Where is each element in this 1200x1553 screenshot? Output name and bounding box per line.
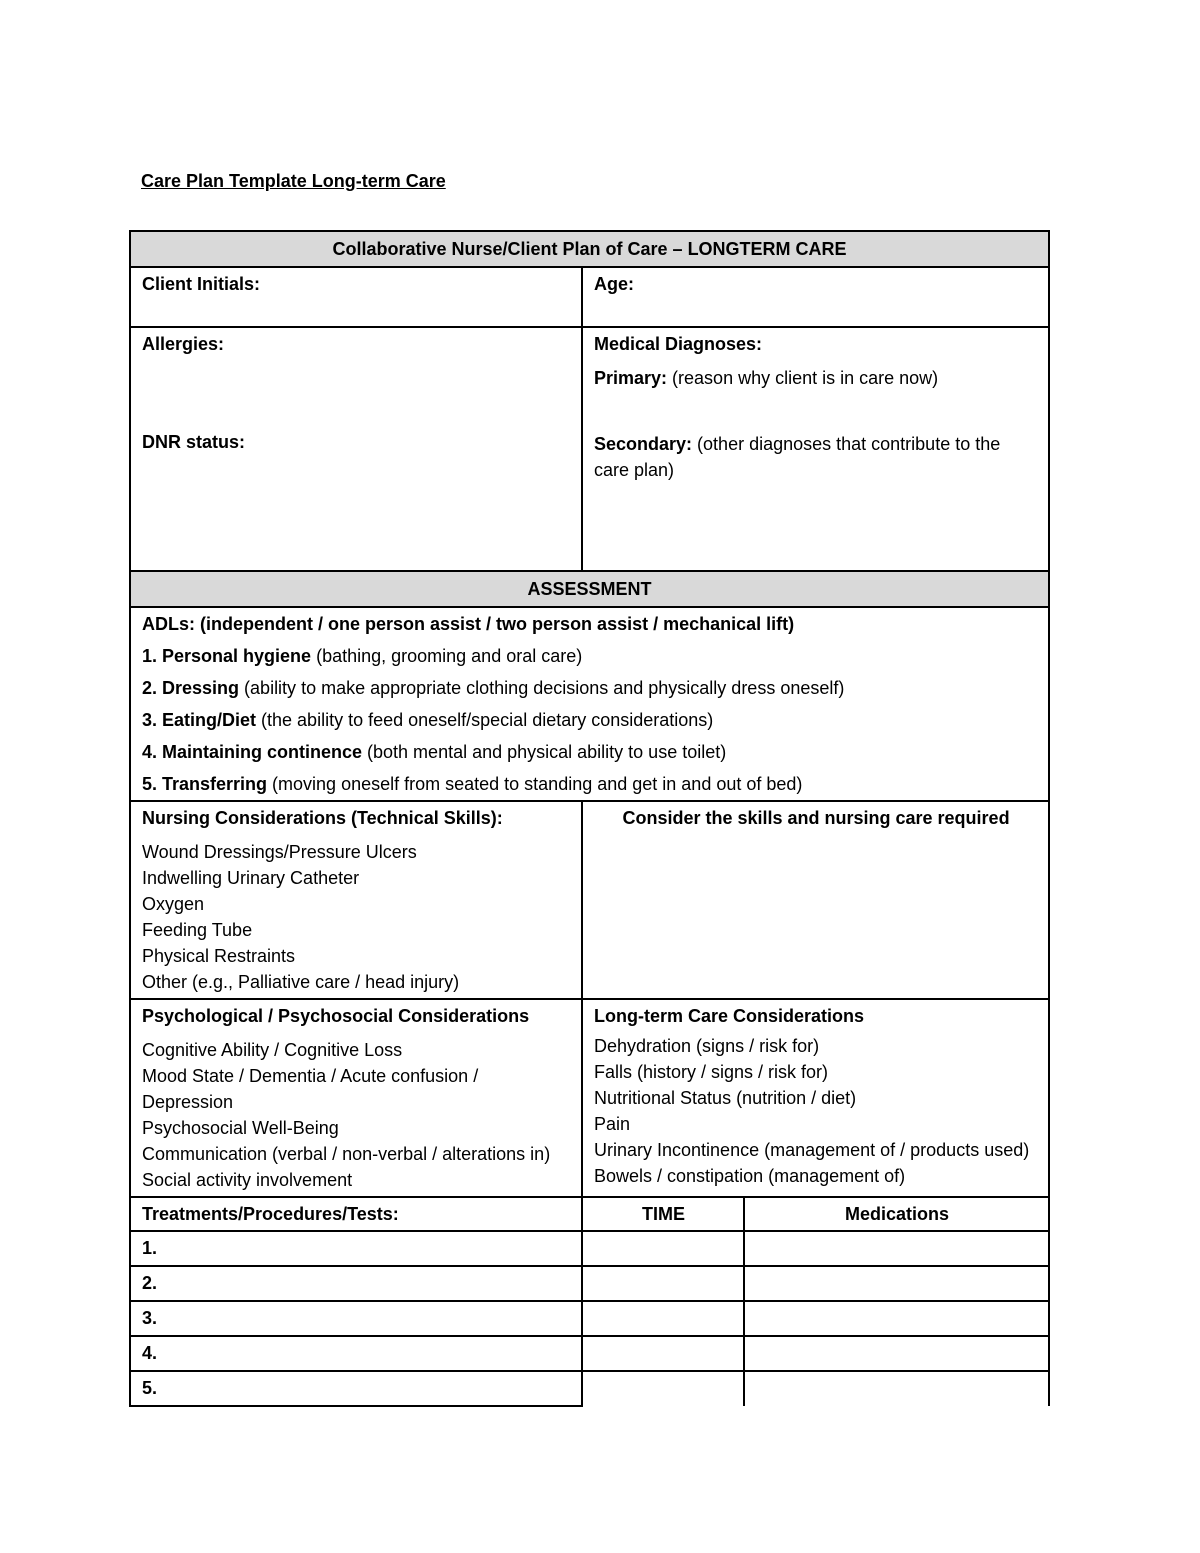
medications-cell[interactable] bbox=[744, 1371, 1049, 1406]
age-cell[interactable] bbox=[582, 267, 1049, 327]
plan-header: Collaborative Nurse/Client Plan of Care – LONGTERM CARE bbox=[130, 231, 1049, 267]
nursing-item: Feeding Tube bbox=[142, 920, 253, 940]
treatment-number[interactable]: 4. bbox=[130, 1336, 582, 1371]
medical-diagnoses-cell[interactable] bbox=[582, 327, 1049, 571]
client-info-row bbox=[130, 267, 1049, 327]
psych-item: Social activity involvement bbox=[142, 1170, 353, 1190]
care-plan-table bbox=[129, 230, 1050, 1407]
adls-heading: ADLs: (independent / one person assist / two person assist / mechanical lift) bbox=[142, 614, 795, 634]
adl-item: 1. Personal hygiene (bathing, grooming and oral care) bbox=[142, 646, 583, 666]
nursing-considerations-cell[interactable] bbox=[130, 801, 582, 999]
psych-item: Psychosocial Well-Being bbox=[142, 1118, 339, 1138]
psych-item: Communication (verbal / non-verbal / alterations in) bbox=[142, 1144, 551, 1164]
medical-diagnoses-label: Medical Diagnoses: bbox=[594, 334, 763, 354]
long-term-care-heading: Long-term Care Considerations bbox=[594, 1006, 865, 1026]
adl-item: 2. Dressing (ability to make appropriate clothing decisions and physically dress oneself) bbox=[142, 678, 845, 698]
consider-skills-heading: Consider the skills and nursing care required bbox=[622, 808, 1010, 828]
psych-item: Mood State / Dementia / Acute confusion / Depression bbox=[142, 1066, 479, 1112]
treatment-row bbox=[130, 1301, 1049, 1336]
allergies-cell[interactable] bbox=[130, 327, 582, 571]
allergies-diagnoses-row bbox=[130, 327, 1049, 571]
adl-item: 3. Eating/Diet (the ability to feed oneself/special dietary considerations) bbox=[142, 710, 714, 730]
nursing-item: Other (e.g., Palliative care / head injury) bbox=[142, 972, 460, 992]
treatment-row bbox=[130, 1266, 1049, 1301]
treatments-label: Treatments/Procedures/Tests: bbox=[130, 1197, 582, 1231]
assessment-header: ASSESSMENT bbox=[130, 571, 1049, 607]
allergies-label: Allergies: bbox=[142, 334, 225, 354]
nursing-item: Oxygen bbox=[142, 894, 205, 914]
adls-cell[interactable] bbox=[130, 607, 1049, 801]
nursing-considerations-heading: Nursing Considerations (Technical Skills): bbox=[142, 808, 503, 828]
assessment-header-row bbox=[130, 571, 1049, 607]
nursing-care-required-cell[interactable] bbox=[582, 801, 1049, 999]
adls-row bbox=[130, 607, 1049, 801]
ltc-item: Falls (history / signs / risk for) bbox=[594, 1062, 829, 1082]
psychological-heading: Psychological / Psychosocial Considerations bbox=[142, 1006, 530, 1026]
table-header-row bbox=[130, 231, 1049, 267]
client-initials-label: Client Initials: bbox=[142, 274, 261, 294]
treatment-number[interactable]: 2. bbox=[130, 1266, 582, 1301]
adl-item: 4. Maintaining continence (both mental and physical ability to use toilet) bbox=[142, 742, 727, 762]
treatment-number[interactable]: 3. bbox=[130, 1301, 582, 1336]
document-title: Care Plan Template Long-term Care bbox=[141, 171, 446, 191]
time-cell[interactable] bbox=[582, 1301, 744, 1336]
ltc-item: Dehydration (signs / risk for) bbox=[594, 1036, 820, 1056]
treatments-header-row bbox=[130, 1197, 1049, 1231]
time-cell[interactable] bbox=[582, 1266, 744, 1301]
time-cell[interactable] bbox=[582, 1336, 744, 1371]
ltc-item: Pain bbox=[594, 1114, 631, 1134]
treatment-row bbox=[130, 1336, 1049, 1371]
client-initials-cell[interactable] bbox=[130, 267, 582, 327]
medications-cell[interactable] bbox=[744, 1336, 1049, 1371]
treatment-row bbox=[130, 1371, 1049, 1406]
medications-cell[interactable] bbox=[744, 1231, 1049, 1266]
psychological-cell[interactable] bbox=[130, 999, 582, 1197]
medications-label: Medications bbox=[744, 1197, 1049, 1231]
secondary-diagnosis: Secondary: (other diagnoses that contribute to the care plan) bbox=[594, 434, 1001, 480]
nursing-considerations-row bbox=[130, 801, 1049, 999]
nursing-item: Indwelling Urinary Catheter bbox=[142, 868, 360, 888]
dnr-status-label: DNR status: bbox=[142, 432, 246, 452]
time-cell[interactable] bbox=[582, 1231, 744, 1266]
adl-item: 5. Transferring (moving oneself from seated to standing and get in and out of bed) bbox=[142, 774, 803, 794]
medications-cell[interactable] bbox=[744, 1301, 1049, 1336]
primary-diagnosis: Primary: (reason why client is in care now) bbox=[594, 368, 939, 388]
time-label: TIME bbox=[582, 1197, 744, 1231]
long-term-care-cell[interactable] bbox=[582, 999, 1049, 1197]
treatment-row bbox=[130, 1231, 1049, 1266]
treatment-number[interactable]: 5. bbox=[130, 1371, 582, 1406]
ltc-item: Urinary Incontinence (management of / products used) bbox=[594, 1140, 1030, 1160]
psych-item: Cognitive Ability / Cognitive Loss bbox=[142, 1040, 403, 1060]
ltc-item: Nutritional Status (nutrition / diet) bbox=[594, 1088, 857, 1108]
treatment-number[interactable]: 1. bbox=[130, 1231, 582, 1266]
psych-ltc-row bbox=[130, 999, 1049, 1197]
nursing-item: Physical Restraints bbox=[142, 946, 296, 966]
time-cell[interactable] bbox=[582, 1371, 744, 1406]
nursing-item: Wound Dressings/Pressure Ulcers bbox=[142, 842, 417, 862]
medications-cell[interactable] bbox=[744, 1266, 1049, 1301]
ltc-item: Bowels / constipation (management of) bbox=[594, 1166, 906, 1186]
age-label: Age: bbox=[594, 274, 634, 294]
